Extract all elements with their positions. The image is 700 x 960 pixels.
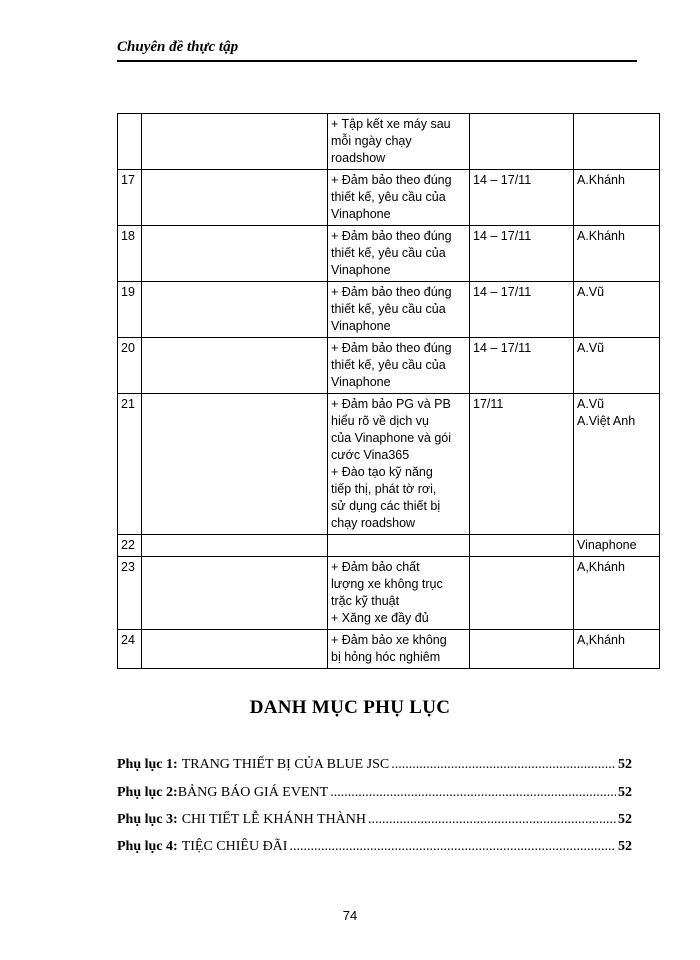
appendix-label: Phụ lục 3:: [117, 812, 178, 827]
cell-person: A.Khánh: [574, 226, 660, 282]
cell-col2: [142, 557, 328, 630]
plan-table: [117, 113, 660, 669]
cell-date: 14 – 17/11: [470, 170, 574, 226]
cell-person: A,Khánh: [574, 557, 660, 630]
appendix-item-4[interactable]: [117, 839, 632, 859]
cell-no: 19: [118, 282, 142, 338]
cell-person: A.Vũ: [574, 338, 660, 394]
appendix-item-3[interactable]: [117, 812, 632, 832]
cell-task: + Đảm bảo theo đúng thiết kế, yêu cầu của Vinaphone: [328, 170, 470, 226]
cell-date: 14 – 17/11: [470, 226, 574, 282]
header-title: Chuyên đề thực tập: [117, 39, 239, 55]
appendix-item-title: TIỆC CHIÊU ĐÃI: [181, 839, 288, 854]
cell-no: 17: [118, 170, 142, 226]
cell-person: A.Khánh: [574, 170, 660, 226]
cell-no: 24: [118, 630, 142, 669]
cell-col2: [142, 282, 328, 338]
appendix-page-number: 52: [618, 785, 632, 800]
appendix-item-title: BẢNG BÁO GIÁ EVENT: [177, 785, 329, 800]
appendix-item-1[interactable]: [117, 757, 632, 777]
appendix-label: Phụ lục 2:: [117, 785, 178, 800]
table-row: [118, 557, 660, 630]
cell-task: + Đảm bảo chất lượng xe không trục trặc kỹ thuật + Xăng xe đầy đủ: [328, 557, 470, 630]
cell-person: A.Vũ: [574, 282, 660, 338]
cell-col2: [142, 394, 328, 535]
cell-no: 23: [118, 557, 142, 630]
cell-task: + Đảm bảo PG và PB hiểu rõ về dịch vụ của Vinaphone và gói cước Vina365 + Đào tạo kỹ năng tiếp thị, phát tờ rơi, sử dụng các thiết bị chạy roadshow: [328, 394, 470, 535]
cell-col2: [142, 114, 328, 170]
table-row: [118, 535, 660, 557]
cell-date: 14 – 17/11: [470, 338, 574, 394]
cell-person: A,Khánh: [574, 630, 660, 669]
dot-leader: [391, 757, 616, 773]
appendix-title: DANH MỤC PHỤ LỤC: [249, 697, 451, 718]
cell-no: 21: [118, 394, 142, 535]
cell-person: [574, 114, 660, 170]
dot-leader: [330, 785, 616, 801]
cell-col2: [142, 170, 328, 226]
dot-leader: [368, 812, 616, 828]
appendix-item-title: CHI TIẾT LỄ KHÁNH THÀNH: [181, 812, 367, 827]
cell-task: + Đảm bảo theo đúng thiết kế, yêu cầu của Vinaphone: [328, 282, 470, 338]
cell-col2: [142, 226, 328, 282]
cell-no: 20: [118, 338, 142, 394]
cell-col2: [142, 535, 328, 557]
appendix-item-title: TRANG THIẾT BỊ CỦA BLUE JSC: [181, 757, 390, 772]
appendix-item-2[interactable]: [117, 785, 632, 805]
cell-person: A.Vũ A.Việt Anh: [574, 394, 660, 535]
cell-no: 18: [118, 226, 142, 282]
cell-task: + Đảm bảo theo đúng thiết kế, yêu cầu của Vinaphone: [328, 338, 470, 394]
appendix-label: Phụ lục 1:: [117, 757, 178, 772]
cell-date: [470, 557, 574, 630]
cell-task: [328, 535, 470, 557]
table-row: [118, 170, 660, 226]
cell-date: [470, 114, 574, 170]
appendix-page-number: 52: [618, 812, 632, 827]
page-header: [117, 38, 637, 62]
cell-date: [470, 535, 574, 557]
table-row: [118, 282, 660, 338]
table-row: [118, 394, 660, 535]
table-row: [118, 226, 660, 282]
page-number: 74: [342, 908, 358, 923]
appendix-label: Phụ lục 4:: [117, 839, 178, 854]
cell-no: [118, 114, 142, 170]
cell-date: 17/11: [470, 394, 574, 535]
cell-col2: [142, 630, 328, 669]
cell-task: + Đảm bảo xe không bị hỏng hóc nghiêm: [328, 630, 470, 669]
table-row: [118, 338, 660, 394]
cell-date: [470, 630, 574, 669]
cell-no: 22: [118, 535, 142, 557]
cell-date: 14 – 17/11: [470, 282, 574, 338]
cell-col2: [142, 338, 328, 394]
cell-person: Vinaphone: [574, 535, 660, 557]
dot-leader: [289, 839, 616, 855]
table-row: [118, 114, 660, 170]
appendix-page-number: 52: [618, 757, 632, 772]
appendix-page-number: 52: [618, 839, 632, 854]
cell-task: + Đảm bảo theo đúng thiết kế, yêu cầu của Vinaphone: [328, 226, 470, 282]
cell-task: + Tập kết xe máy sau mỗi ngày chạy roadshow: [328, 114, 470, 170]
table-row: [118, 630, 660, 669]
